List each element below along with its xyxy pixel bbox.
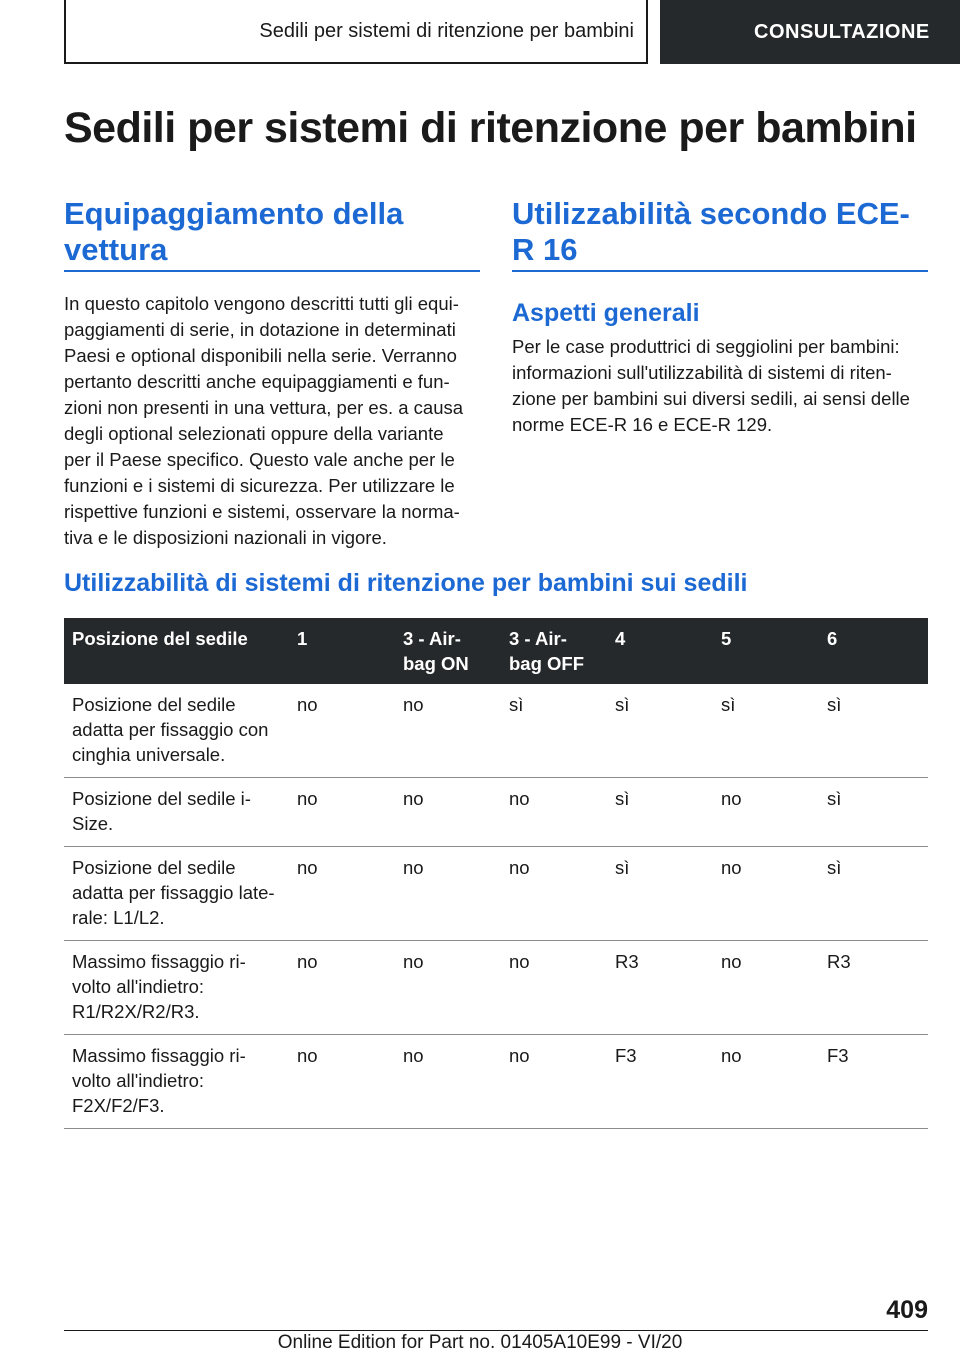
table-cell: sì — [607, 847, 713, 941]
text-line: tiva e le disposizioni nazionali in vigore. — [64, 527, 387, 548]
footer-rule — [64, 1330, 928, 1331]
table-cell: F3 — [819, 1035, 928, 1129]
text-line: Paesi e optional disponibili nella serie. Verranno — [64, 345, 457, 366]
table-cell: R3 — [607, 941, 713, 1035]
header-section-text: Sedili per sistemi di ritenzione per bambini — [259, 19, 634, 42]
table-cell: no — [395, 1035, 501, 1129]
header-text: 6 — [827, 628, 838, 649]
section-title-line: Equipaggiamento della — [64, 196, 404, 231]
header-text: Posizione del sedile — [72, 628, 248, 649]
row-label — [64, 684, 289, 778]
row-label-line: volto all'indietro: — [72, 976, 205, 997]
table-cell: no — [395, 941, 501, 1035]
table-cell: R3 — [819, 941, 928, 1035]
text-line: per il Paese specifico. Questo vale anche per le — [64, 449, 455, 470]
table-cell: no — [713, 778, 819, 847]
table-cell: sì — [713, 684, 819, 778]
header-seat-4 — [607, 618, 713, 684]
text-line: zioni non presenti in una vettura, per es. a causa — [64, 397, 464, 418]
seat-usability-table — [64, 618, 928, 1129]
table-cell: no — [395, 778, 501, 847]
header-text: 5 — [721, 628, 732, 649]
table-cell: no — [501, 847, 607, 941]
table-cell: no — [713, 1035, 819, 1129]
table-cell: sì — [819, 778, 928, 847]
text-line: pertanto descritti anche equipaggiamenti e fun‐ — [64, 371, 450, 392]
table-cell: no — [713, 847, 819, 941]
header-text: 3 - Air‐ — [509, 628, 567, 649]
header-text: bag ON — [403, 653, 469, 674]
table-row — [64, 941, 928, 1035]
page-title: Sedili per sistemi di ritenzione per bambini — [64, 104, 917, 152]
table-cell: sì — [607, 684, 713, 778]
text-line: funzioni e i sistemi di sicurezza. Per utilizzare le — [64, 475, 455, 496]
section-title-line: R 16 — [512, 232, 578, 267]
row-label-line: cinghia universale. — [72, 744, 226, 765]
text-line: degli optional selezionati oppure della variante — [64, 423, 444, 444]
row-label-line: F2X/F2/F3. — [72, 1095, 165, 1116]
row-label-line: Size. — [72, 813, 114, 834]
text-line: paggiamenti di serie, in dotazione in determinati — [64, 319, 456, 340]
table-cell: no — [289, 778, 395, 847]
table-cell: no — [289, 684, 395, 778]
text-line: In questo capitolo vengono descritti tutti gli equi‐ — [64, 293, 459, 314]
section-title-equipment — [64, 196, 480, 268]
table-cell: no — [501, 778, 607, 847]
table-cell: sì — [819, 847, 928, 941]
header-seat-1 — [289, 618, 395, 684]
row-label-line: Massimo fissaggio ri‐ — [72, 1045, 246, 1066]
header-seat-6 — [819, 618, 928, 684]
table-cell: no — [395, 847, 501, 941]
row-label — [64, 778, 289, 847]
table-cell: sì — [819, 684, 928, 778]
section-rule — [64, 270, 480, 272]
text-line: zione per bambini sui diversi sedili, ai sensi delle — [512, 388, 910, 409]
section-rule — [512, 270, 928, 272]
table-header-row — [64, 618, 928, 684]
header-seat-3-airbag-on — [395, 618, 501, 684]
table-cell: no — [395, 684, 501, 778]
header-chapter-text: CONSULTAZIONE — [754, 20, 930, 43]
row-label-line: volto all'indietro: — [72, 1070, 205, 1091]
section-title-ece-r16 — [512, 196, 942, 268]
header-text: 4 — [615, 628, 626, 649]
row-label — [64, 941, 289, 1035]
row-label-line: adatta per fissaggio late‐ — [72, 882, 275, 903]
row-label-line: Posizione del sedile — [72, 694, 236, 715]
table-row — [64, 1035, 928, 1129]
header-text: bag OFF — [509, 653, 585, 674]
ece-paragraph — [512, 334, 932, 438]
header-seat-5 — [713, 618, 819, 684]
page-number: 409 — [886, 1296, 928, 1324]
header-text: 3 - Air‐ — [403, 628, 461, 649]
equipment-paragraph — [64, 291, 484, 551]
row-label — [64, 1035, 289, 1129]
table-row — [64, 847, 928, 941]
header-text: 1 — [297, 628, 308, 649]
row-label — [64, 847, 289, 941]
table-cell: sì — [607, 778, 713, 847]
row-label-line: Posizione del sedile — [72, 857, 236, 878]
table-cell: no — [501, 941, 607, 1035]
table-title: Utilizzabilità di sistemi di ritenzione per bambini sui sedili — [64, 569, 748, 597]
section-title-line: vettura — [64, 232, 168, 267]
table-cell: no — [289, 1035, 395, 1129]
row-label-line: adatta per fissaggio con — [72, 719, 269, 740]
text-line: Per le case produttrici di seggiolini per bambini: — [512, 336, 900, 357]
text-line: informazioni sull'utilizzabilità di sistemi di riten‐ — [512, 362, 892, 383]
subtitle-general-aspects: Aspetti generali — [512, 299, 700, 327]
table-cell: no — [289, 941, 395, 1035]
table-row — [64, 778, 928, 847]
text-line: norme ECE-R 16 e ECE-R 129. — [512, 414, 773, 435]
edition-note: Online Edition for Part no. 01405A10E99 - VI/20 — [277, 1332, 683, 1353]
table-cell: no — [501, 1035, 607, 1129]
table-row — [64, 684, 928, 778]
section-title-line: Utilizzabilità secondo ECE- — [512, 196, 910, 231]
table-cell: no — [289, 847, 395, 941]
header-seat-position — [64, 618, 289, 684]
header-chapter-tab — [660, 0, 960, 64]
text-line: rispettive funzioni e sistemi, osservare la norma‐ — [64, 501, 460, 522]
row-label-line: R1/R2X/R2/R3. — [72, 1001, 200, 1022]
table-cell: sì — [501, 684, 607, 778]
header-section-label — [64, 0, 648, 64]
table-cell: F3 — [607, 1035, 713, 1129]
table-cell: no — [713, 941, 819, 1035]
row-label-line: Massimo fissaggio ri‐ — [72, 951, 246, 972]
header-seat-3-airbag-off — [501, 618, 607, 684]
row-label-line: Posizione del sedile i- — [72, 788, 251, 809]
row-label-line: rale: L1/L2. — [72, 907, 165, 928]
